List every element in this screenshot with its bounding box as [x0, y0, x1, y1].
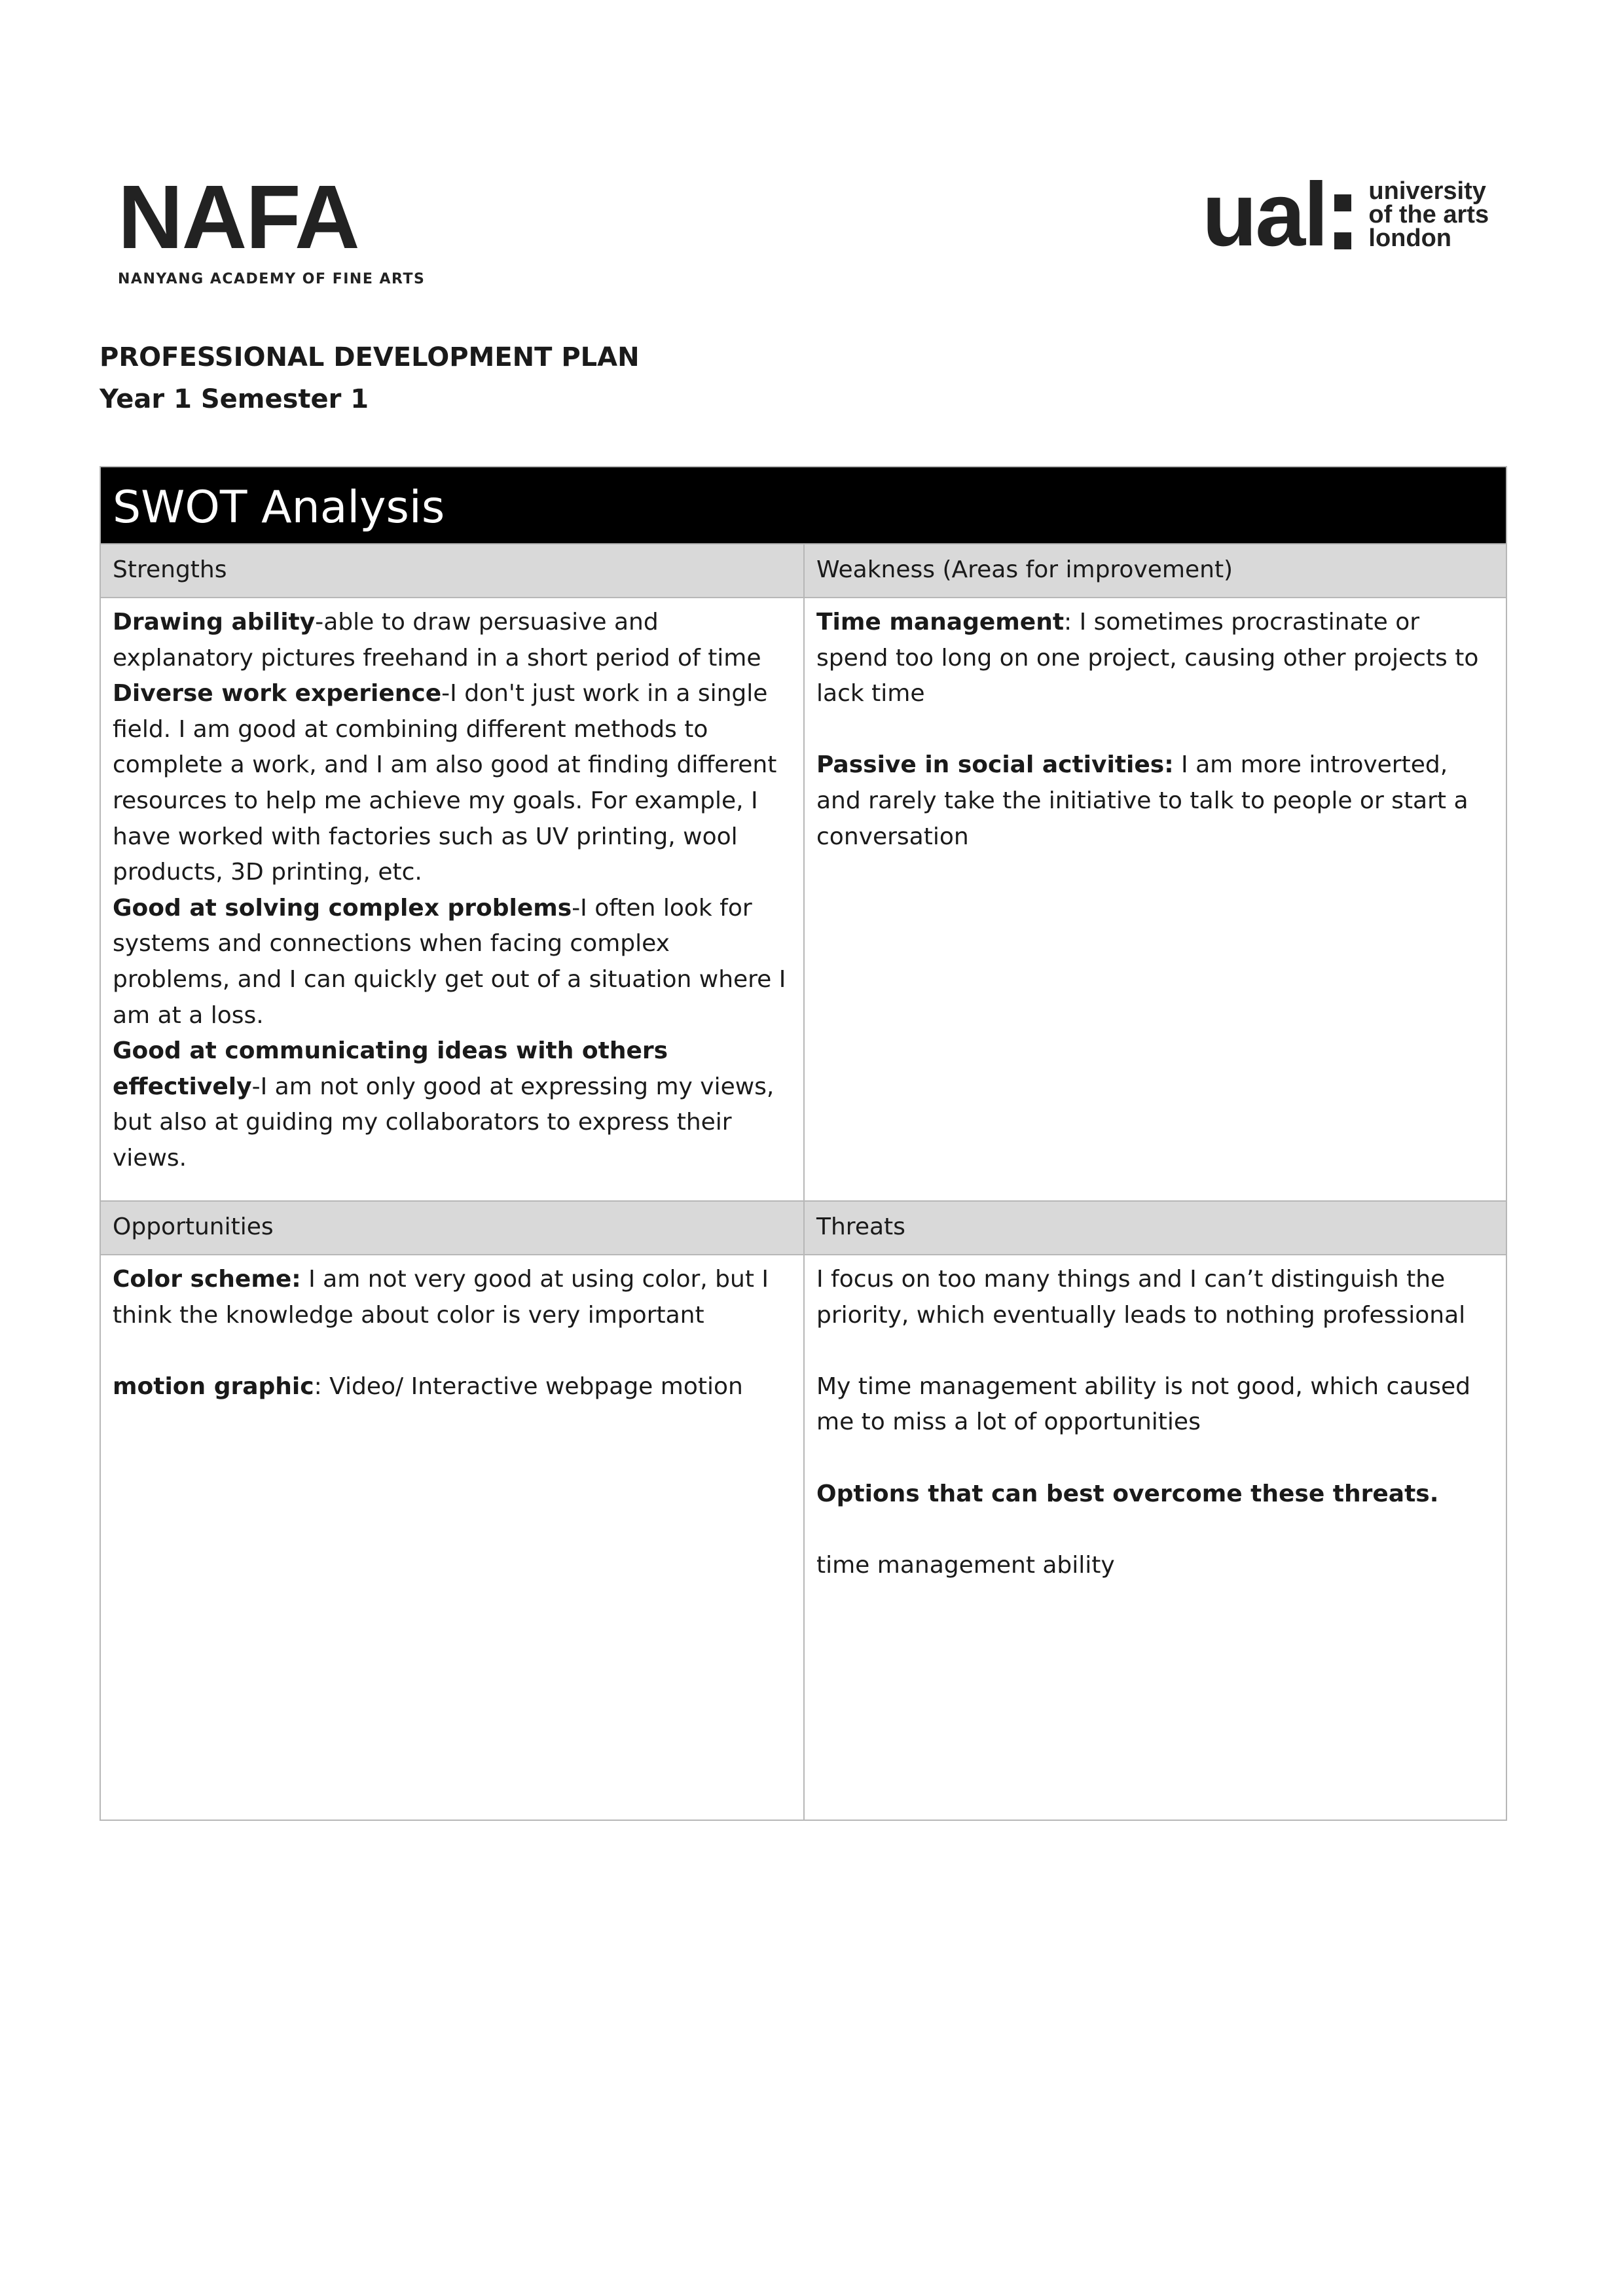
threats-label: Threats — [803, 1202, 1506, 1254]
strength-item: Good at solving complex problems-I often look for systems and connections when facing complex problems, and I can quickly get out of a situation where I am at a loss. — [113, 894, 786, 1029]
spacer — [816, 712, 1494, 748]
nafa-subtitle: NANYANG ACADEMY OF FINE ARTS — [118, 271, 426, 287]
opportunity-item: motion graphic: Video/ Interactive webpage motion — [113, 1372, 743, 1400]
swot-label-row-1 — [101, 543, 1506, 597]
ual-name-line1: university — [1368, 177, 1486, 205]
nafa-wordmark: NAFA — [118, 167, 359, 268]
opportunities-cell — [101, 1255, 803, 1820]
document-title: PROFESSIONAL DEVELOPMENT PLAN — [100, 342, 640, 372]
strength-item: Drawing ability-able to draw persuasive and explanatory pictures freehand in a short period of time — [113, 609, 761, 672]
weakness-label: Weakness (Areas for improvement) — [803, 545, 1506, 597]
ual-name-line2: of the arts — [1368, 201, 1489, 228]
ual-colon-icon — [1334, 194, 1351, 249]
threat-options-heading: Options that can best overcome these threats. — [816, 1480, 1439, 1507]
ual-logo — [1202, 164, 1489, 265]
swot-body-row-1 — [101, 597, 1506, 1200]
strengths-cell — [101, 598, 803, 1200]
threat-option-item: time management ability — [816, 1551, 1115, 1579]
weakness-item: Time management: I sometimes procrastinate or spend too long on one project, causing other projects to lack time — [816, 609, 1479, 708]
threat-item: My time management ability is not good, which caused me to miss a lot of opportunities — [816, 1372, 1470, 1436]
nafa-logo — [118, 167, 426, 287]
opportunity-item: Color scheme: I am not very good at using color, but I think the knowledge about color is very important — [113, 1266, 769, 1329]
threat-item: I focus on too many things and I can’t distinguish the priority, which eventually leads to nothing professional — [816, 1266, 1466, 1329]
spacer — [816, 1441, 1494, 1477]
opportunities-label: Opportunities — [101, 1202, 803, 1254]
swot-heading: SWOT Analysis — [101, 467, 1506, 543]
ual-wordmark: ual — [1202, 164, 1327, 265]
swot-body-row-2 — [101, 1254, 1506, 1820]
swot-label-row-2 — [101, 1200, 1506, 1254]
weakness-item: Passive in social activities: I am more introverted, and rarely take the initiative to talk to people or start a conversation — [816, 751, 1468, 850]
threats-cell — [803, 1255, 1506, 1820]
spacer — [113, 1333, 792, 1369]
ual-name — [1368, 179, 1489, 250]
ual-name-line3: london — [1368, 224, 1452, 252]
document-subtitle: Year 1 Semester 1 — [100, 384, 369, 414]
strengths-label: Strengths — [101, 545, 803, 597]
spacer — [816, 1512, 1494, 1548]
strength-item: Good at communicating ideas with others effectively-I am not only good at expressing my views, but also at guiding my collaborators to express their views. — [113, 1037, 775, 1172]
document-heading — [100, 336, 640, 420]
weakness-cell — [803, 598, 1506, 1200]
spacer — [816, 1333, 1494, 1369]
swot-table — [100, 466, 1507, 1821]
strength-item: Diverse work experience-I don't just work in a single field. I am good at combining different methods to complete a work, and I am also good at finding different resources to help me achieve my goals. For example, I have worked with factories such as UV printing, wool products, 3D printing, etc. — [113, 680, 777, 886]
